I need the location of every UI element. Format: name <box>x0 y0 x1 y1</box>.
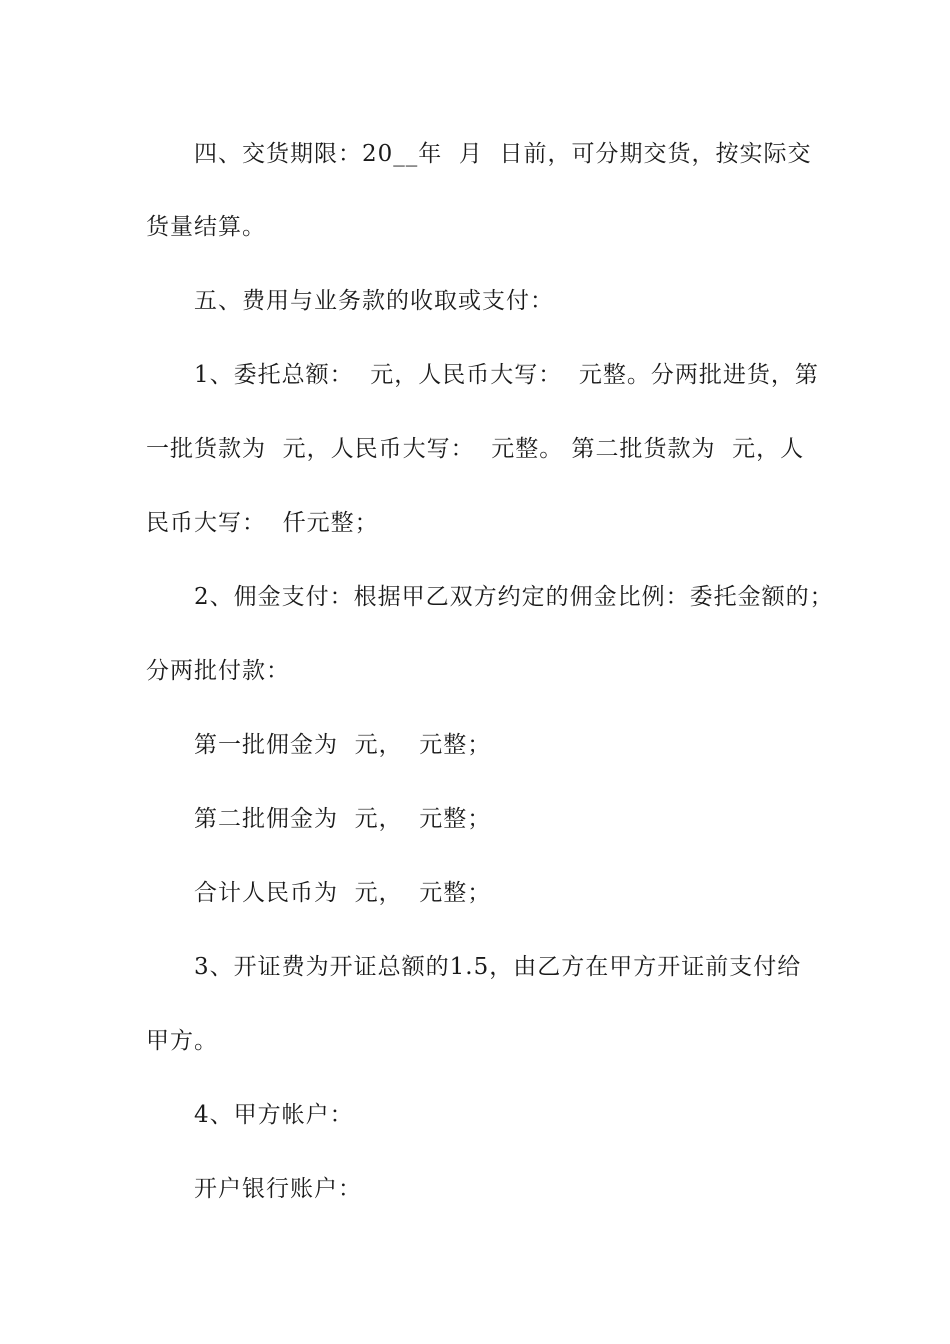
item-1-line-2: 一批货款为 元，人民币大写： 元整。 第二批货款为 元，人 <box>146 436 805 462</box>
commission-total: 合计人民币为 元， 元整； <box>194 880 492 906</box>
item-4-account-heading: 4、甲方帐户： <box>194 1102 354 1128</box>
item-3-line-2: 甲方。 <box>146 1028 218 1054</box>
item-3-line-1: 3、开证费为开证总额的1.5，由乙方在甲方开证前支付给 <box>194 954 802 980</box>
commission-second-batch: 第二批佣金为 元， 元整； <box>194 806 492 832</box>
clause-4-delivery-line-2: 货量结算。 <box>146 214 266 240</box>
item-2-line-1: 2、佣金支付：根据甲乙双方约定的佣金比例：委托金额的； <box>194 584 834 610</box>
clause-5-heading: 五、费用与业务款的收取或支付： <box>194 288 554 314</box>
item-1-line-3: 民币大写： 仟元整； <box>146 510 379 536</box>
item-2-line-2: 分两批付款： <box>146 658 290 684</box>
clause-4-delivery-line-1: 四、交货期限：20__年 月 日前，可分期交货，按实际交 <box>194 141 812 167</box>
bank-account-line: 开户银行账户： <box>194 1176 362 1202</box>
item-1-line-1: 1、委托总额： 元，人民币大写： 元整。分两批进货，第 <box>194 362 819 388</box>
commission-first-batch: 第一批佣金为 元， 元整； <box>194 732 492 758</box>
